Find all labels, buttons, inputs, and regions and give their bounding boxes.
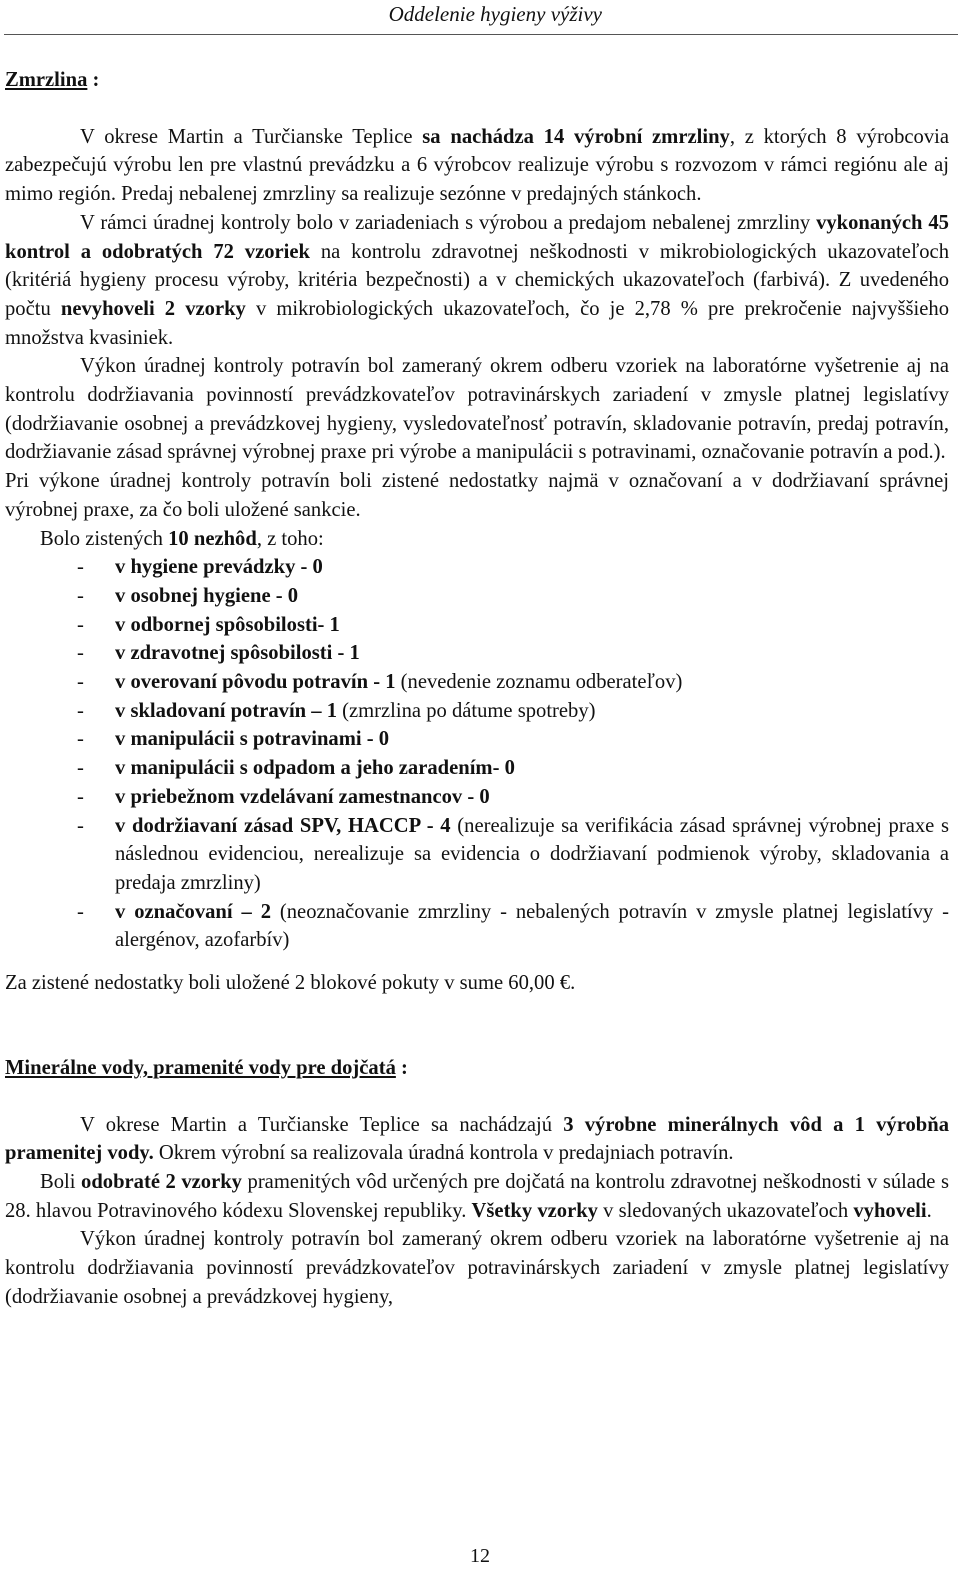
section-title-mineralne: Minerálne vody, pramenité vody pre dojčatá : [5, 1056, 408, 1079]
list-item: - v osobnej hygiene - 0 [77, 584, 299, 607]
header-title: Oddelenie hygieny výživy [388, 2, 602, 26]
paragraph-mineralne-vykon: Výkon úradnej kontroly potravín bol zameraný okrem odberu vzoriek na laboratórne vyšetrenie aj na kontrolu dodržiavania povinností prevádzkovateľov potravinárskych zariadení v zmysle platnej legislatívy (dodržiavanie osobnej a prevádzkovej hygieny, [5, 1228, 949, 1308]
paragraph-mineralne-intro: V okrese Martin a Turčianske Teplice sa nachádzajú 3 výrobne minerálnych vôd a 1 výrobňa pramenitej vody. Okrem výrobní sa realizovala úradná kontrola v predajniach potravín. [5, 1113, 949, 1165]
list-item: - v zdravotnej spôsobilosti - 1 [77, 642, 360, 665]
paragraph-mineralne-vzorky: Boli odobraté 2 vzorky pramenitých vôd určených pre dojčatá na kontrolu zdravotnej neškodnosti v súlade s 28. hlavou Potravinového kódexu Slovenskej republiky. Všetky vzorky v sledovaných ukazovateľoch vyhoveli. [5, 1170, 950, 1222]
section-title-zmrzlina: Zmrzlina : [5, 69, 100, 91]
list-item: - v označovaní – 2 (neoznačovanie zmrzliny - nebalených potravín v zmysle platnej legislatívy - alergénov, azofarbív) [77, 900, 949, 952]
paragraph-zmrzlina-vykon: Výkon úradnej kontroly potravín bol zameraný okrem odberu vzoriek na laboratórne vyšetrenie aj na kontrolu dodržiavania povinností prevádzkovateľov potravinárskych zariadení v zmysle platnej legislatívy (dodržiavanie osobnej a prevádzkovej hygieny, vysledovateľnosť potravín, skladovanie potravín, predaj potravín, dodržiavanie zásad správnej výrobnej praxe pri výrobe a manipulácii s potravinami, označovanie potravín a pod.). [5, 355, 949, 464]
list-item: - v manipulácii s odpadom a jeho zaradením- 0 [77, 757, 515, 780]
list-item: - v skladovaní potravín – 1 (zmrzlina po dátume spotreby) [77, 699, 596, 722]
list-item: - v odbornej spôsobilosti- 1 [77, 613, 340, 636]
list-item: - v hygiene prevádzky - 0 [77, 556, 323, 579]
page-number: 12 [470, 1545, 490, 1567]
list-item: - v priebežnom vzdelávaní zamestnancov - 0 [77, 785, 490, 808]
paragraph-pokuty: Za zistené nedostatky boli uložené 2 blokové pokuty v sume 60,00 €. [5, 972, 576, 995]
paragraph-zmrzlina-nedostatky: Pri výkone úradnej kontroly potravín boli zistené nedostatky najmä v označovaní a v dodržiavaní správnej výrobnej praxe, za čo boli uložené sankcie. [5, 470, 949, 521]
list-item: - v overovaní pôvodu potravín - 1 (nevedenie zoznamu odberateľov) [77, 671, 683, 694]
list-item: - v dodržiavaní zásad SPV, HACCP - 4 (nerealizuje sa verifikácia zásad správnej výrobnej praxe s následnou evidenciou, nerealizuje sa evidencia o dodržiavaní podmienok výroby, skladovania a predaja zmrzliny) [77, 814, 949, 894]
paragraph-zmrzlina-kontroly: V rámci úradnej kontroly bolo v zariadeniach s výrobou a predajom nebalenej zmrzliny vykonaných 45 kontrol a odobratých 72 vzoriek na kontrolu zdravotnej neškodnosti v mikrobiologických ukazovateľoch (kritériá hygieny procesu výroby, kritéria bezpečnosti) a v chemických ukazovateľoch (farbivá). Z uvedeného počtu nevyhoveli 2 vzorky v mikrobiologických ukazovateľoch, čo je 2,78 % pre prekročenie najvyššieho množstva kvasiniek. [5, 211, 949, 349]
nonconformity-list [5, 553, 949, 955]
list-item: - v manipulácii s potravinami - 0 [77, 728, 390, 751]
paragraph-zmrzlina-intro: V okrese Martin a Turčianske Teplice sa nachádza 14 výrobní zmrzliny, z ktorých 8 výrobcovia zabezpečujú výrobu len pre vlastnú prevádzku a 6 výrobcov realizuje výrobu s rozvozom v rámci regiónu ale aj mimo región. Predaj nebalenej zmrzliny sa realizuje sezónne v predajných stánkoch. [5, 125, 949, 206]
document-body [5, 66, 949, 1311]
paragraph-zmrzlina-nezhody: Bolo zistených 10 nezhôd, z toho: [40, 527, 324, 550]
page-header [4, 0, 958, 35]
